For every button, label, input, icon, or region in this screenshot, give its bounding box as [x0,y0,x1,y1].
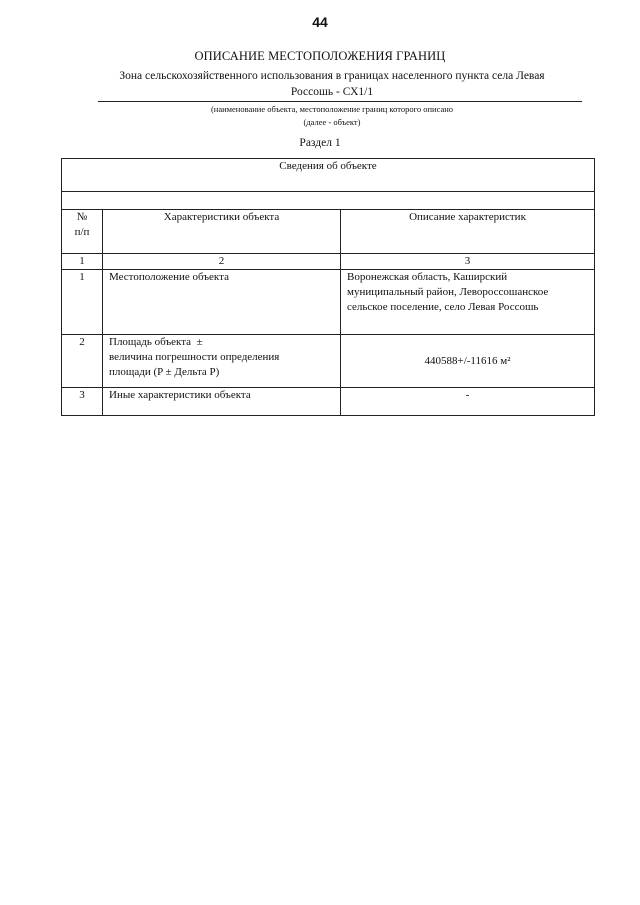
object-info-table [61,158,595,416]
row-characteristic-line: площади (P ± Дельта P) [109,366,220,378]
row-number: 3 [62,388,103,416]
column-header-characteristic: Характеристики объекта [103,210,341,254]
row-description-line: муниципальный район, Левороссошанское [347,286,549,298]
object-caption-line-2: (далее - объект) [303,117,361,127]
column-number-2: 2 [103,254,341,270]
row-characteristic [103,335,341,388]
table-empty-cell [62,192,595,210]
table-column-headers [62,210,595,254]
table-header-row [62,159,595,192]
column-number-3: 3 [341,254,595,270]
object-caption-line-1: (наименование объекта, местоположение границ которого описано [210,104,454,114]
row-description-line: Воронежская область, Каширский [347,271,508,283]
table-row [62,388,595,416]
row-characteristic-line: Площадь объекта ± [109,336,203,348]
row-description [341,335,595,388]
object-name-underline [98,101,582,102]
row-description [341,270,595,335]
column-header-description: Описание характеристик [341,210,595,254]
row-description-line: - [465,389,470,401]
table-row [62,270,595,335]
row-characteristic-line: величина погрешности определения [109,351,280,363]
row-description-line: 440588+/-11616 м² [424,354,511,367]
row-characteristic [103,270,341,335]
row-number: 1 [62,270,103,335]
table-empty-row [62,192,595,210]
row-description-line: сельское поселение, село Левая Россошь [347,301,539,313]
row-description [341,388,595,416]
column-number-1: 1 [62,254,103,270]
section-title: Раздел 1 [299,137,341,149]
row-number: 2 [62,335,103,388]
page-number: 44 [312,14,328,30]
table-row [62,335,595,388]
row-characteristic-line: Иные характеристики объекта [109,389,251,401]
row-characteristic [103,388,341,416]
table-header: Сведения об объекте [62,159,595,192]
column-header-number-line-1: № [76,211,88,223]
document-title: ОПИСАНИЕ МЕСТОПОЛОЖЕНИЯ ГРАНИЦ [194,49,446,63]
row-characteristic-line: Местоположение объекта [109,271,229,283]
column-header-number-line-2: п/п [74,226,90,238]
object-name-line-1: Зона сельскохозяйственного использования в границах населенного пункта села Левая [119,70,545,82]
table-column-numbers [62,254,595,270]
object-name-line-2: Россошь - СХ1/1 [290,86,374,98]
column-header-number [62,210,103,254]
